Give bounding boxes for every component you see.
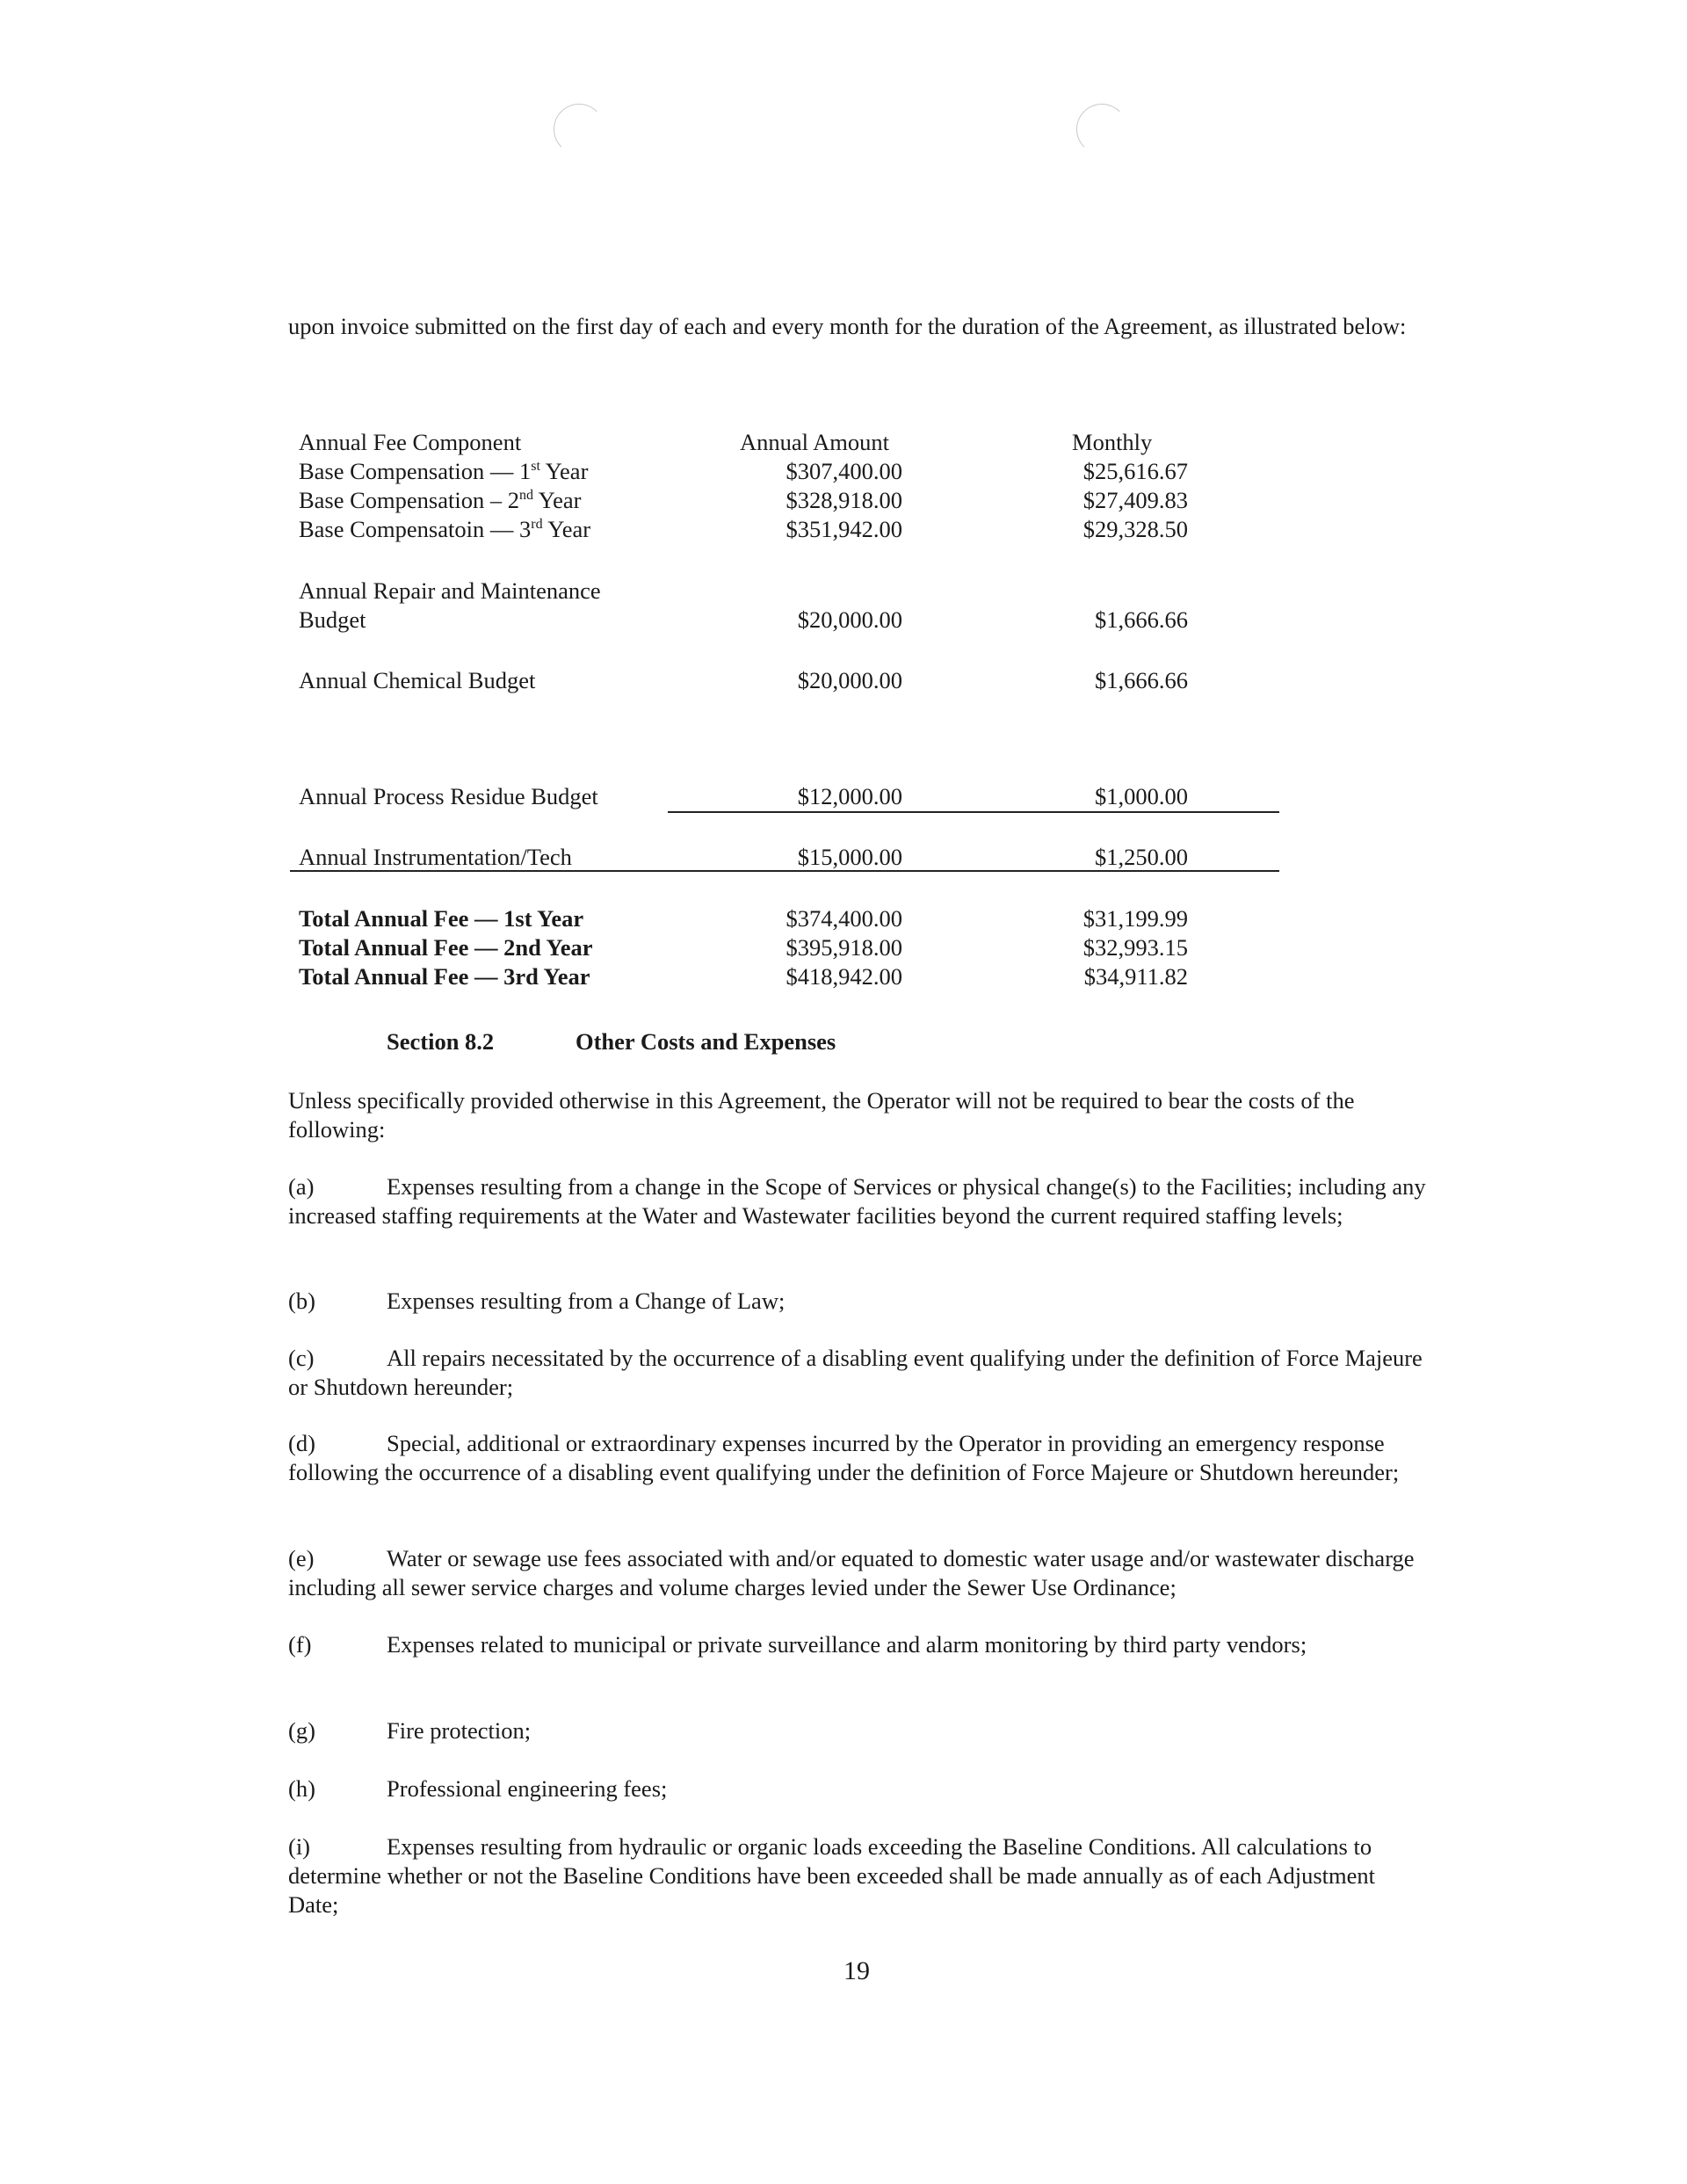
item-text: Water or sewage use fees associated with and/or equated to domestic water usage and/or wastewater discharge including all sewer service charges and volume charges levied under the Sewer Use Ordinance; (288, 1545, 1415, 1600)
repair-monthly: $1,666.66 (1095, 606, 1188, 633)
punch-hole-mark-right (1076, 104, 1127, 155)
header-component: Annual Fee Component (299, 429, 522, 455)
repair-label-line2: Budget (299, 606, 366, 633)
item-text: Expenses resulting from hydraulic or organic loads exceeding the Baseline Conditions. All calculations to determine whether or not the Baseline Conditions have been exceeded shall be made annually as of each Adjustment Date; (288, 1833, 1375, 1918)
instrumentation-monthly: $1,250.00 (1095, 844, 1188, 870)
section-number: Section 8.2 (387, 1028, 495, 1055)
total-row-2-annual: $395,918.00 (786, 934, 902, 961)
base-row-3-annual: $351,942.00 (786, 516, 902, 542)
chemical-label: Annual Chemical Budget (299, 667, 536, 693)
list-item-h (288, 1774, 1430, 1803)
residue-underline (668, 811, 1279, 813)
list-item-c (288, 1344, 1430, 1402)
item-text: Expenses related to municipal or private surveillance and alarm monitoring by third party vendors; (387, 1631, 1307, 1658)
item-label: (e) (288, 1545, 315, 1571)
total-row-1-monthly: $31,199.99 (1082, 905, 1188, 932)
page-number: 19 (844, 1956, 870, 1985)
list-item-e (288, 1544, 1430, 1602)
total-row-3-monthly: $34,911.82 (1083, 963, 1188, 990)
list-item-a (288, 1172, 1430, 1230)
residue-annual: $12,000.00 (797, 783, 902, 809)
item-text: Special, additional or extraordinary expenses incurred by the Operator in providing an emergency response following the occurrence of a disabling event qualifying under the definition of Force Majeure or Shutdown hereunder; (288, 1430, 1400, 1485)
list-item-b (288, 1287, 1430, 1316)
instrumentation-underline (290, 870, 1279, 872)
chemical-monthly: $1,666.66 (1095, 667, 1188, 693)
residue-label: Annual Process Residue Budget (299, 783, 598, 809)
base-row-1-annual: $307,400.00 (786, 458, 902, 484)
item-label: (g) (288, 1717, 315, 1744)
item-text: Expenses resulting from a change in the Scope of Services or physical change(s) to the Facilities; including any increased staffing requirements at the Water and Wastewater facilities beyond the current required staffing levels; (288, 1173, 1426, 1229)
item-text: Expenses resulting from a Change of Law; (387, 1288, 786, 1314)
list-item-f (288, 1630, 1430, 1659)
item-label: (a) (288, 1173, 315, 1200)
header-monthly: Monthly (1072, 429, 1153, 455)
total-row-3-annual: $418,942.00 (786, 963, 902, 990)
item-label: (i) (288, 1833, 311, 1860)
item-label: (f) (288, 1631, 312, 1658)
section-title: Other Costs and Expenses (576, 1028, 836, 1055)
item-label: (b) (288, 1288, 315, 1314)
base-row-2-monthly: $27,409.83 (1082, 487, 1188, 513)
item-label: (c) (288, 1345, 315, 1371)
total-row-2-monthly: $32,993.15 (1082, 934, 1188, 961)
base-row-3-monthly: $29,328.50 (1082, 516, 1188, 542)
item-label: (d) (288, 1430, 315, 1456)
total-row-1-annual: $374,400.00 (786, 905, 902, 932)
base-row-1-monthly: $25,616.67 (1082, 458, 1188, 484)
header-annual: Annual Amount (740, 429, 890, 455)
item-label: (h) (288, 1775, 315, 1802)
chemical-annual: $20,000.00 (797, 667, 902, 693)
item-text: Fire protection; (387, 1717, 532, 1744)
repair-annual: $20,000.00 (797, 606, 902, 633)
total-row-3-label: Total Annual Fee — 3rd Year (299, 963, 590, 990)
intro-paragraph: upon invoice submitted on the first day of each and every month for the duration of the Agreement, as illustrated below: (288, 313, 1407, 339)
instrumentation-label: Annual Instrumentation/Tech (299, 844, 572, 870)
list-item-i (288, 1832, 1430, 1919)
residue-monthly: $1,000.00 (1095, 783, 1188, 809)
base-row-1-label: Base Compensation — 1st Year (299, 458, 589, 484)
total-row-1-label: Total Annual Fee — 1st Year (299, 905, 584, 932)
repair-label-line1: Annual Repair and Maintenance (299, 577, 601, 604)
base-row-2-annual: $328,918.00 (786, 487, 902, 513)
list-item-d (288, 1429, 1430, 1487)
item-text: All repairs necessitated by the occurrence of a disabling event qualifying under the definition of Force Majeure or Shutdown hereunder; (288, 1345, 1423, 1400)
list-item-g (288, 1716, 1430, 1745)
total-row-2-label: Total Annual Fee — 2nd Year (299, 934, 593, 961)
punch-hole-mark-left (554, 104, 605, 155)
base-row-2-label: Base Compensation – 2nd Year (299, 487, 582, 513)
base-row-3-label: Base Compensatoin — 3rd Year (299, 516, 591, 542)
section-intro-paragraph: Unless specifically provided otherwise in this Agreement, the Operator will not be required to bear the costs of the following: (288, 1087, 1355, 1143)
instrumentation-annual: $15,000.00 (797, 844, 902, 870)
item-text: Professional engineering fees; (387, 1775, 668, 1802)
